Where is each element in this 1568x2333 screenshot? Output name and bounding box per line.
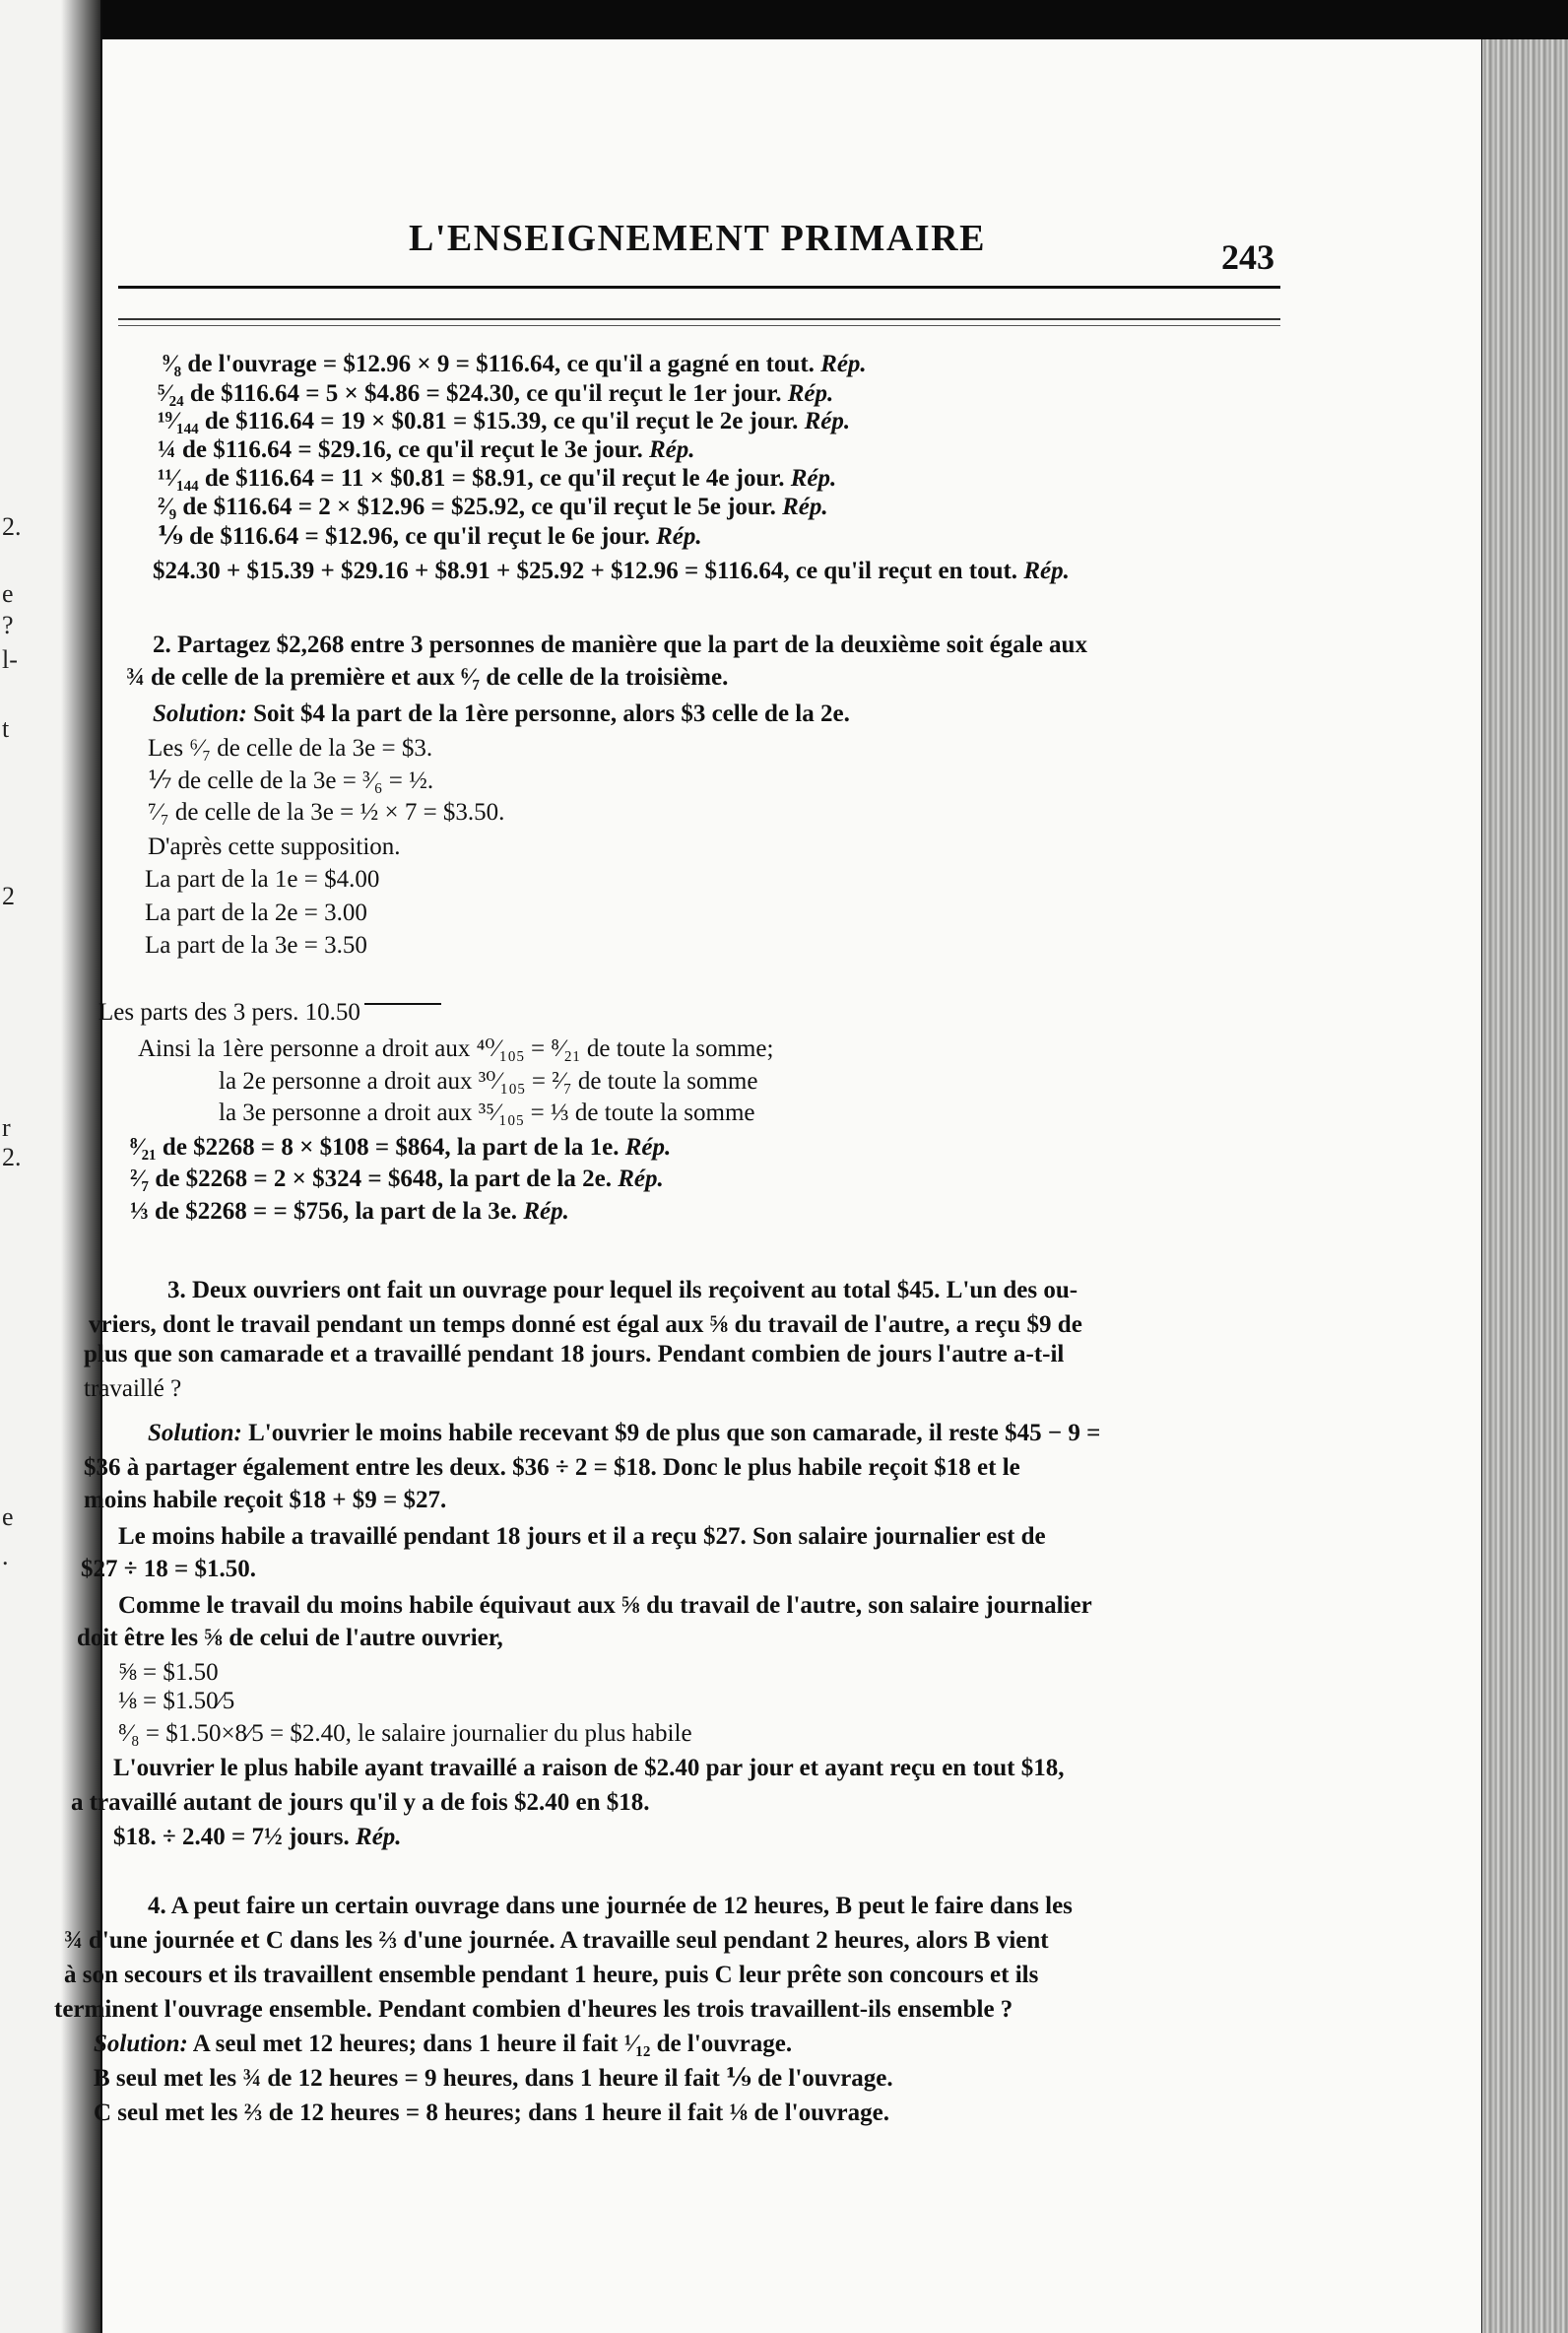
header-rule <box>118 286 1280 289</box>
margin-mark: t <box>2 714 10 743</box>
margin-mark: e <box>2 1502 14 1531</box>
text-line: B seul met les ¾ de 12 heures = 9 heures, dans 1 heure il fait ⅑ de l'ouvrage. <box>94 2065 893 2092</box>
margin-mark: e <box>2 579 14 608</box>
text-line: La part de la 3e = 3.50 <box>145 932 367 959</box>
text-line: $24.30 + $15.39 + $29.16 + $8.91 + $25.92 + $12.96 = $116.64, ce qu'il reçut en tout. Rép. <box>153 558 1070 584</box>
text-line: Solution: A seul met 12 heures; dans 1 heure il fait ¹⁄₁₂ de l'ouvrage. <box>94 2031 793 2057</box>
text-line: D'après cette supposition. <box>148 833 401 860</box>
margin-mark: ? <box>2 611 14 639</box>
text-line: ⅐ de celle de la 3e = ³⁄₆ = ½. <box>148 767 434 794</box>
text-line: ⁷⁄₇ de celle de la 3e = ½ × 7 = $3.50. <box>148 799 505 826</box>
scan-top-border <box>0 0 1568 39</box>
text-line: plus que son camarade et a travaillé pendant 18 jours. Pendant combien de jours l'autre a-t-il <box>84 1341 1065 1367</box>
text-line: moins habile reçoit $18 + $9 = $27. <box>84 1487 447 1513</box>
header-rule <box>118 318 1280 320</box>
text-line: terminent l'ouvrage ensemble. Pendant combien d'heures les trois travaillent-ils ensemble ? <box>54 1996 1013 2023</box>
text-line: ⁸⁄₈ = $1.50×8⁄5 = $2.40, le salaire journalier du plus habile <box>118 1720 692 1747</box>
text-line: travaillé ? <box>84 1375 182 1402</box>
text-line: Solution: L'ouvrier le moins habile recevant $9 de plus que son camarade, il reste $45 − 9 = <box>148 1420 1101 1446</box>
text-line: Les ⁶⁄₇ de celle de la 3e = $3. <box>148 735 433 762</box>
header-rule <box>118 325 1280 326</box>
text-line: Solution: Soit $4 la part de la 1ère personne, alors $3 celle de la 2e. <box>153 700 850 727</box>
text-line: ⅓ de $2268 = = $756, la part de la 3e. Rép. <box>130 1198 569 1225</box>
text-line: L'ouvrier le plus habile ayant travaillé a raison de $2.40 par jour et ayant reçu en tout $18, <box>113 1755 1065 1781</box>
text-line: ⅝ = $1.50 <box>118 1659 219 1686</box>
running-head-title: L'ENSEIGNEMENT PRIMAIRE <box>409 218 986 259</box>
page-stack-edge <box>1482 39 1568 2333</box>
text-line: ²⁄₇ de $2268 = 2 × $324 = $648, la part de la 2e. Rép. <box>130 1166 664 1192</box>
text-line: 3. Deux ouvriers ont fait un ouvrage pour lequel ils reçoivent au total $45. L'un des ou- <box>167 1277 1078 1303</box>
text-line: Le moins habile a travaillé pendant 18 jours et il a reçu $27. Son salaire journalier est de <box>118 1523 1046 1550</box>
text-line: la 3e personne a droit aux ³⁵⁄₁₀₅ = ⅓ de toute la somme <box>219 1100 755 1126</box>
text-line: ⁸⁄₂₁ de $2268 = 8 × $108 = $864, la part de la 1e. Rép. <box>130 1134 672 1161</box>
sum-rule <box>364 1003 441 1005</box>
facing-page-margin-marks <box>0 0 59 2333</box>
text-line: ¾ de celle de la première et aux ⁶⁄₇ de celle de la troisième. <box>126 664 729 691</box>
text-line: $36 à partager également entre les deux. $36 ÷ 2 = $18. Donc le plus habile reçoit $18 et le <box>84 1454 1020 1481</box>
text-line: C seul met les ⅔ de 12 heures = 8 heures; dans 1 heure il fait ⅛ de l'ouvrage. <box>94 2100 889 2126</box>
text-line: La part de la 2e = 3.00 <box>145 900 367 926</box>
text-line: a travaillé autant de jours qu'il y a de fois $2.40 en $18. <box>71 1789 650 1816</box>
page-number: 243 <box>1221 237 1274 277</box>
text-line: 4. A peut faire un certain ouvrage dans une journée de 12 heures, B peut le faire dans les <box>148 1893 1073 1919</box>
text-line: ¾ d'une journée et C dans les ⅔ d'une journée. A travaille seul pendant 2 heures, alors B vient <box>64 1927 1049 1954</box>
text-line: Comme le travail du moins habile équivaut aux ⅝ du travail de l'autre, son salaire journalier <box>118 1592 1092 1619</box>
margin-mark: 2 <box>2 882 15 910</box>
text-line: à son secours et ils travaillent ensemble pendant 1 heure, puis C leur prête son concours et ils <box>64 1962 1039 1988</box>
text-line: $27 ÷ 18 = $1.50. <box>81 1556 256 1582</box>
text-line: la 2e personne a droit aux ³⁰⁄₁₀₅ = ²⁄₇ de toute la somme <box>219 1068 758 1095</box>
margin-mark: l- <box>2 645 18 674</box>
text-line: ¹⁹⁄₁₄₄ de $116.64 = 19 × $0.81 = $15.39, ce qu'il reçut le 2e jour. Rép. <box>158 408 851 434</box>
text-line: $18. ÷ 2.40 = 7½ jours. Rép. <box>113 1824 402 1850</box>
text-line: ⁹⁄₈ de l'ouvrage = $12.96 × 9 = $116.64, ce qu'il a gagné en tout. Rép. <box>163 351 867 377</box>
margin-mark: r <box>2 1113 11 1142</box>
text-line: 2. Partagez $2,268 entre 3 personnes de manière que la part de la deuxième soit égale aux <box>153 632 1087 658</box>
text-line: La part de la 1e = $4.00 <box>145 866 380 893</box>
margin-mark: 2. <box>2 512 22 541</box>
text-line: vriers, dont le travail pendant un temps donné est égal aux ⅝ du travail de l'autre, a reçu $9 de <box>89 1311 1082 1338</box>
text-line: ⅑ de $116.64 = $12.96, ce qu'il reçut le 6e jour. Rép. <box>158 523 702 550</box>
text-line: ¹¹⁄₁₄₄ de $116.64 = 11 × $0.81 = $8.91, ce qu'il reçut le 4e jour. Rép. <box>158 465 837 492</box>
margin-mark: 2. <box>2 1143 22 1171</box>
margin-mark: . <box>2 1542 9 1570</box>
text-line: Ainsi la 1ère personne a droit aux ⁴⁰⁄₁₀₅ = ⁸⁄₂₁ de toute la somme; <box>138 1035 774 1062</box>
text-line: ¼ de $116.64 = $29.16, ce qu'il reçut le 3e jour. Rép. <box>158 436 695 463</box>
text-line: ²⁄₉ de $116.64 = 2 × $12.96 = $25.92, ce qu'il reçut le 5e jour. Rép. <box>158 494 828 520</box>
text-line: doit être les ⅝ de celui de l'autre ouvrier, <box>77 1625 503 1651</box>
text-line: ⅛ = $1.50⁄5 <box>118 1688 235 1714</box>
text-line: Les parts des 3 pers. 10.50 <box>98 999 360 1026</box>
text-line: ⁵⁄₂₄ de $116.64 = 5 × $4.86 = $24.30, ce qu'il reçut le 1er jour. Rép. <box>158 380 834 407</box>
